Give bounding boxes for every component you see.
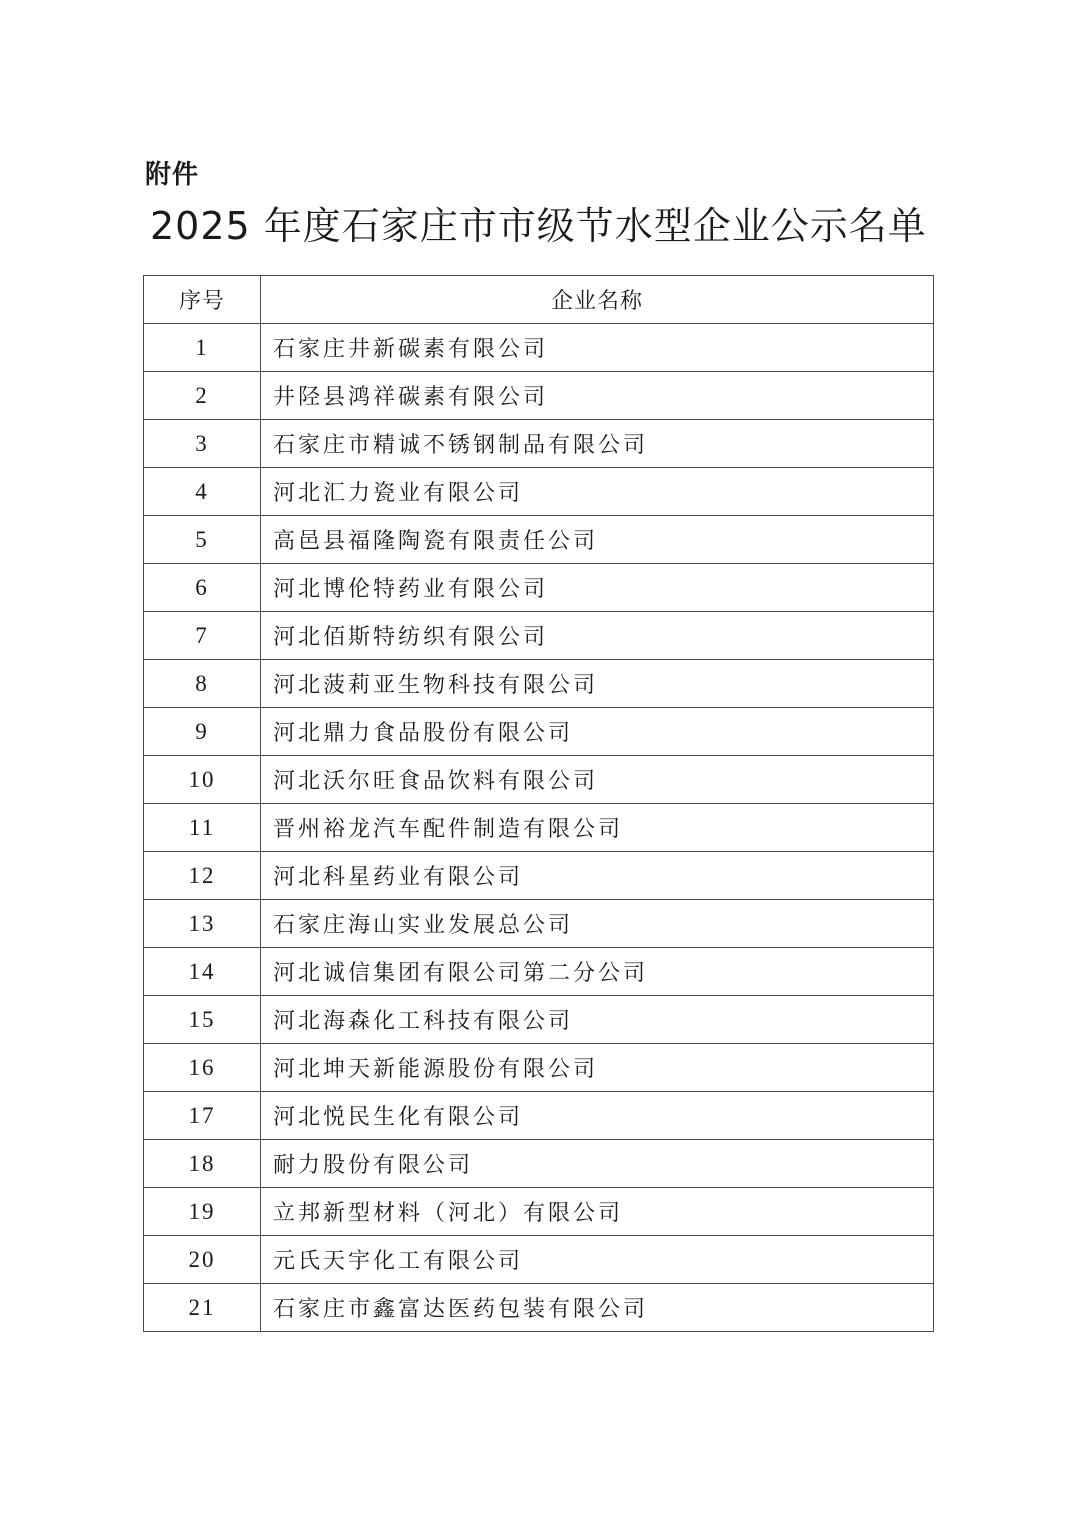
table-row (144, 660, 934, 708)
company-name: 河北鼎力食品股份有限公司 (261, 708, 934, 756)
table-row (144, 1188, 934, 1236)
table-row (144, 468, 934, 516)
row-number: 20 (144, 1236, 261, 1284)
row-number: 4 (144, 468, 261, 516)
company-name: 高邑县福隆陶瓷有限责任公司 (261, 516, 934, 564)
table-row (144, 1236, 934, 1284)
table-row (144, 948, 934, 996)
row-number: 3 (144, 420, 261, 468)
header-company-name: 企业名称 (261, 276, 934, 324)
row-number: 18 (144, 1140, 261, 1188)
table-row (144, 756, 934, 804)
table-row (144, 324, 934, 372)
company-name: 井陉县鸿祥碳素有限公司 (261, 372, 934, 420)
company-name: 河北菠莉亚生物科技有限公司 (261, 660, 934, 708)
company-name: 耐力股份有限公司 (261, 1140, 934, 1188)
company-name: 石家庄井新碳素有限公司 (261, 324, 934, 372)
company-name: 河北海森化工科技有限公司 (261, 996, 934, 1044)
company-name: 河北悦民生化有限公司 (261, 1092, 934, 1140)
table-row (144, 852, 934, 900)
company-name: 立邦新型材料（河北）有限公司 (261, 1188, 934, 1236)
header-number: 序号 (144, 276, 261, 324)
row-number: 10 (144, 756, 261, 804)
company-name: 石家庄市鑫富达医药包装有限公司 (261, 1284, 934, 1332)
table-row (144, 372, 934, 420)
table-row (144, 612, 934, 660)
attachment-label: 附件 (145, 160, 200, 190)
table-row (144, 564, 934, 612)
table-row (144, 1140, 934, 1188)
company-name: 晋州裕龙汽车配件制造有限公司 (261, 804, 934, 852)
company-name: 河北汇力瓷业有限公司 (261, 468, 934, 516)
company-name: 河北沃尔旺食品饮料有限公司 (261, 756, 934, 804)
row-number: 5 (144, 516, 261, 564)
table-row (144, 420, 934, 468)
row-number: 2 (144, 372, 261, 420)
row-number: 8 (144, 660, 261, 708)
row-number: 13 (144, 900, 261, 948)
table-body (144, 324, 934, 1332)
row-number: 1 (144, 324, 261, 372)
row-number: 19 (144, 1188, 261, 1236)
table-row (144, 996, 934, 1044)
company-name: 河北佰斯特纺织有限公司 (261, 612, 934, 660)
table-row (144, 708, 934, 756)
company-name: 河北科星药业有限公司 (261, 852, 934, 900)
row-number: 14 (144, 948, 261, 996)
row-number: 11 (144, 804, 261, 852)
company-name: 元氏天宇化工有限公司 (261, 1236, 934, 1284)
table-row (144, 516, 934, 564)
row-number: 6 (144, 564, 261, 612)
page-title: 2025 年度石家庄市市级节水型企业公示名单 (150, 204, 927, 248)
row-number: 16 (144, 1044, 261, 1092)
table-row (144, 1092, 934, 1140)
table-row (144, 1284, 934, 1332)
row-number: 15 (144, 996, 261, 1044)
company-name: 河北博伦特药业有限公司 (261, 564, 934, 612)
company-name: 石家庄市精诚不锈钢制品有限公司 (261, 420, 934, 468)
row-number: 9 (144, 708, 261, 756)
table-header-row (144, 276, 934, 324)
row-number: 7 (144, 612, 261, 660)
table-row (144, 804, 934, 852)
table-row (144, 900, 934, 948)
company-table (143, 275, 934, 1332)
company-name: 河北坤天新能源股份有限公司 (261, 1044, 934, 1092)
company-name: 河北诚信集团有限公司第二分公司 (261, 948, 934, 996)
row-number: 12 (144, 852, 261, 900)
row-number: 21 (144, 1284, 261, 1332)
table-row (144, 1044, 934, 1092)
row-number: 17 (144, 1092, 261, 1140)
company-name: 石家庄海山实业发展总公司 (261, 900, 934, 948)
